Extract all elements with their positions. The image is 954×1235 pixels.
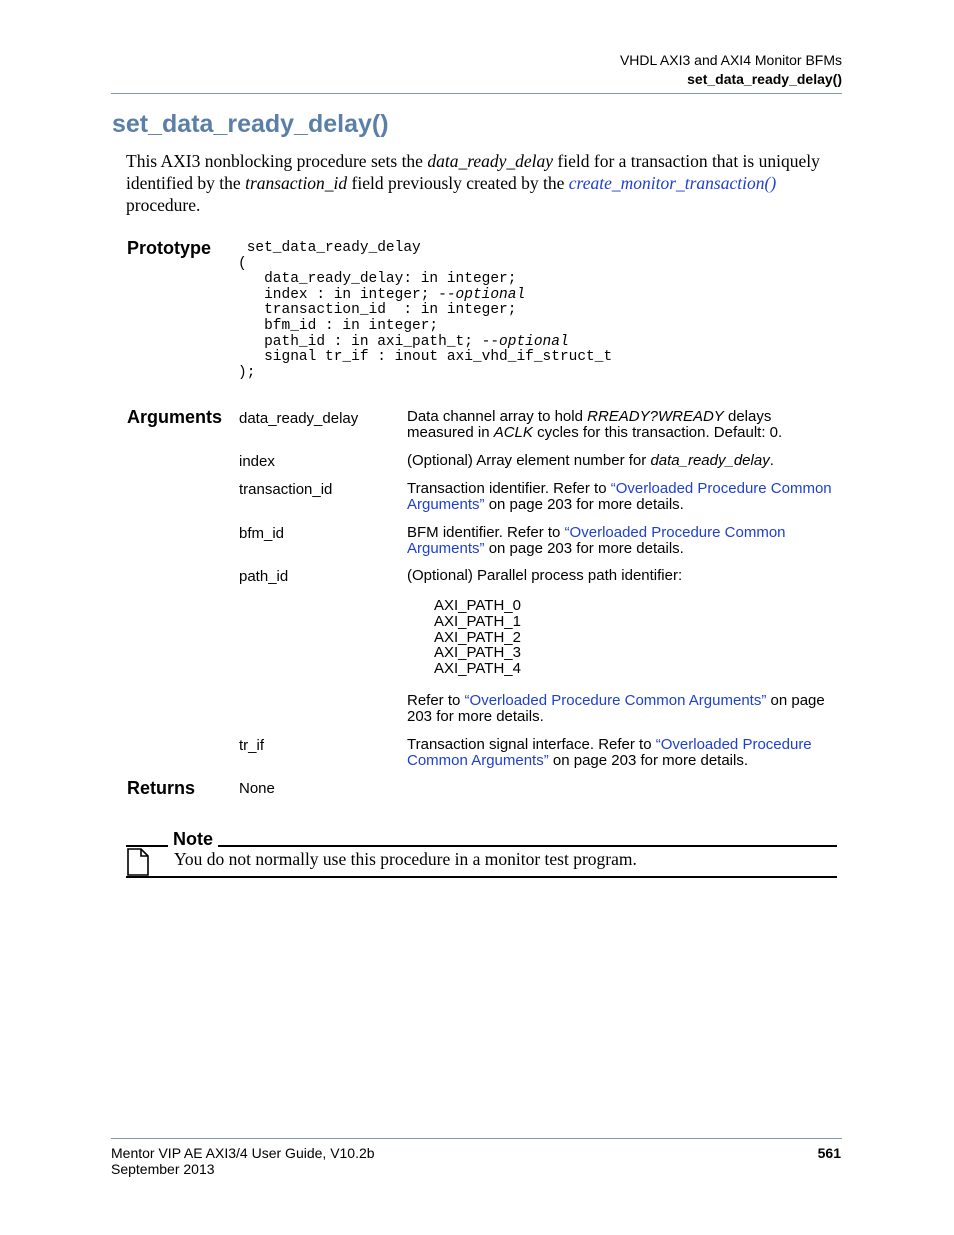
arg-name-data-ready-delay: data_ready_delay (239, 410, 359, 427)
arg-text: Data channel array to hold (407, 408, 588, 425)
arg-text: Transaction identifier. Refer to (407, 480, 611, 497)
intro-text: field for a transaction that is uniquely identified by the (126, 151, 820, 193)
arg-text: BFM identifier. Refer to (407, 524, 565, 541)
code-line: path_id : in axi_path_t; -- (238, 333, 500, 350)
code-line: ); (238, 364, 256, 381)
code-line: ( (238, 255, 247, 272)
arg-text: . (769, 452, 774, 469)
path-id-values (434, 598, 521, 677)
returns-value: None (239, 780, 275, 797)
footer-guide-title: Mentor VIP AE AXI3/4 User Guide, V10.2b (111, 1145, 375, 1161)
arg-text: Transaction signal interface. Refer to (407, 736, 656, 753)
path-value: AXI_PATH_4 (434, 660, 521, 678)
overloaded-procedure-link[interactable]: “Overloaded Procedure Common Arguments” (407, 480, 832, 513)
page-title: set_data_ready_delay() (112, 110, 389, 138)
note-rule (126, 845, 168, 847)
intro-field-name: transaction_id (245, 173, 348, 193)
arguments-label: Arguments (127, 407, 223, 427)
arg-desc-path-id: (Optional) Parallel process path identifier: (407, 567, 683, 584)
arg-desc-bfm-id (407, 525, 837, 557)
arg-desc-tr-if (407, 737, 837, 769)
overloaded-procedure-link[interactable]: “Overloaded Procedure Common Arguments” (407, 524, 786, 557)
intro-paragraph (126, 150, 826, 216)
path-value: AXI_PATH_3 (434, 644, 521, 662)
arg-desc-path-id-refer (407, 693, 837, 725)
code-comment: optional (499, 333, 569, 350)
arg-text: cycles for this transaction. Default: 0. (532, 424, 783, 441)
returns-label: Returns (127, 778, 196, 798)
note-rule (218, 845, 837, 847)
arg-signal-name: RREADY?WREADY (587, 408, 724, 425)
header-section-title: VHDL AXI3 and AXI4 Monitor BFMs (619, 52, 842, 68)
overloaded-procedure-link[interactable]: “Overloaded Procedure Common Arguments” (407, 736, 812, 769)
arg-text: Refer to (407, 692, 465, 709)
intro-text: field previously created by the (347, 173, 569, 193)
code-line: index : in integer; -- (238, 286, 456, 303)
path-value: AXI_PATH_0 (434, 597, 521, 614)
arg-name-tr-if: tr_if (239, 737, 265, 754)
code-line: transaction_id : in integer; (238, 302, 517, 319)
path-value: AXI_PATH_2 (434, 628, 521, 646)
note-text: You do not normally use this procedure in a monitor test program. (174, 849, 637, 869)
arg-name-bfm-id: bfm_id (239, 525, 285, 542)
note-rule (126, 876, 837, 878)
arg-desc-transaction-id (407, 481, 837, 513)
footer-date: September 2013 (111, 1161, 215, 1177)
code-line: set_data_ready_delay (238, 240, 421, 256)
intro-field-name: data_ready_delay (427, 151, 554, 171)
arg-text: on page 203 for more details. (484, 496, 684, 513)
arg-text: on page 203 for more details. (484, 540, 684, 557)
header-topic-title: set_data_ready_delay() (687, 71, 842, 87)
code-line: signal tr_if : inout axi_vhd_if_struct_t (238, 349, 613, 366)
arg-name-path-id: path_id (239, 568, 289, 585)
arg-desc-data-ready-delay (407, 409, 837, 441)
arg-text: on page 203 for more details. (548, 752, 749, 769)
prototype-code (238, 241, 612, 381)
intro-text: This AXI3 nonblocking procedure sets the (126, 151, 428, 171)
arg-name-transaction-id: transaction_id (239, 481, 333, 498)
arg-field-name: data_ready_delay (650, 452, 770, 469)
arg-desc-index (407, 453, 837, 469)
code-line: bfm_id : in integer; (238, 317, 439, 334)
path-value: AXI_PATH_1 (434, 612, 521, 630)
arg-text: (Optional) Array element number for (407, 452, 651, 469)
intro-text: procedure. (126, 195, 201, 215)
page-number: 561 (817, 1145, 841, 1161)
note-label: Note (173, 829, 213, 849)
arg-text: delays measured in (407, 408, 772, 441)
arg-name-index: index (239, 453, 275, 470)
prototype-label: Prototype (127, 238, 212, 258)
footer-rule (111, 1138, 842, 1139)
overloaded-procedure-link[interactable]: “Overloaded Procedure Common Arguments” (464, 692, 767, 709)
code-comment: optional (455, 286, 526, 303)
arg-signal-name: ACLK (493, 424, 533, 441)
create-monitor-transaction-link[interactable]: create_monitor_transaction() (568, 173, 777, 193)
arg-text: on page 203 for more details. (407, 692, 825, 725)
header-rule (111, 93, 842, 94)
code-line: data_ready_delay: in integer; (238, 271, 517, 288)
